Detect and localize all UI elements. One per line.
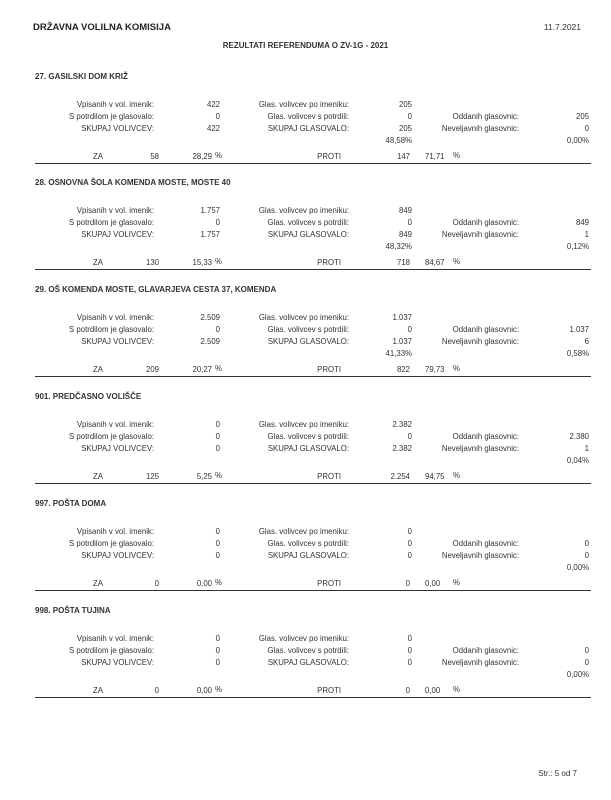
label-proti: PROTI	[317, 579, 341, 588]
label-za: ZA	[93, 365, 103, 374]
label-za: ZA	[93, 472, 103, 481]
value-skupaj-volivcev: 0	[215, 658, 220, 667]
value-skupaj-volivcev: 1.757	[200, 230, 220, 239]
report-date: 11.7.2021	[543, 22, 581, 32]
proti-count: 0	[405, 686, 410, 695]
invalid-percent: 0,12%	[566, 242, 589, 251]
polling-station-section	[0, 606, 611, 713]
value-skupaj-glasovalo: 205	[398, 124, 412, 133]
invalid-percent: 0,58%	[566, 349, 589, 358]
value-neveljavnih: 0	[584, 551, 589, 560]
value-vpisanih: 0	[215, 420, 220, 429]
section-divider	[35, 163, 591, 164]
value-neveljavnih: 0	[584, 658, 589, 667]
label-skupaj-volivcev: SKUPAJ VOLIVCEV:	[81, 337, 154, 346]
label-neveljavnih: Neveljavnih glasovnic:	[441, 230, 519, 239]
za-count: 130	[145, 258, 159, 267]
proti-percent-sign: %	[453, 578, 460, 587]
proti-percent: 79,73	[425, 365, 445, 374]
polling-station-section	[0, 392, 611, 499]
label-glas-s-potrdili: Glas. volivcev s potrdili:	[267, 646, 349, 655]
value-skupaj-glasovalo: 0	[407, 551, 412, 560]
section-divider	[35, 483, 591, 484]
proti-count: 147	[396, 152, 410, 161]
invalid-percent: 0,04%	[566, 456, 589, 465]
station-title: 27. GASILSKI DOM KRIŽ	[35, 72, 128, 81]
station-title: 997. POŠTA DOMA	[35, 499, 107, 508]
value-glas-s-potrdili: 0	[407, 646, 412, 655]
za-percent: 20,27	[192, 365, 212, 374]
value-skupaj-volivcev: 2.509	[200, 337, 220, 346]
value-s-potrdilom: 0	[215, 432, 220, 441]
label-za: ZA	[93, 152, 103, 161]
label-skupaj-glasovalo: SKUPAJ GLASOVALO:	[267, 230, 349, 239]
value-s-potrdilom: 0	[215, 218, 220, 227]
proti-percent-sign: %	[453, 471, 460, 480]
proti-percent-sign: %	[453, 151, 460, 160]
proti-percent: 0,00	[425, 579, 441, 588]
label-oddanih: Oddanih glasovnic:	[452, 539, 519, 548]
value-glas-po-imeniku: 0	[407, 634, 412, 643]
proti-percent-sign: %	[453, 257, 460, 266]
za-percent: 5,25	[196, 472, 212, 481]
label-skupaj-volivcev: SKUPAJ VOLIVCEV:	[81, 124, 154, 133]
label-s-potrdilom: S potrdilom je glasovalo:	[69, 432, 154, 441]
label-skupaj-glasovalo: SKUPAJ GLASOVALO:	[267, 444, 349, 453]
proti-percent-sign: %	[453, 685, 460, 694]
invalid-percent: 0,00%	[566, 670, 589, 679]
label-neveljavnih: Neveljavnih glasovnic:	[441, 124, 519, 133]
label-vpisanih: Vpisanih v vol. imenik:	[76, 420, 154, 429]
label-neveljavnih: Neveljavnih glasovnic:	[441, 551, 519, 560]
label-za: ZA	[93, 258, 103, 267]
value-s-potrdilom: 0	[215, 646, 220, 655]
za-count: 209	[145, 365, 159, 374]
value-oddanih: 849	[575, 218, 589, 227]
label-proti: PROTI	[317, 152, 341, 161]
label-oddanih: Oddanih glasovnic:	[452, 325, 519, 334]
value-glas-po-imeniku: 205	[398, 100, 412, 109]
invalid-percent: 0,00%	[566, 136, 589, 145]
proti-percent-sign: %	[453, 364, 460, 373]
proti-percent: 94,75	[425, 472, 445, 481]
label-proti: PROTI	[317, 258, 341, 267]
value-glas-s-potrdili: 0	[407, 112, 412, 121]
za-percent-sign: %	[215, 578, 222, 587]
turnout-percent: 48,58%	[385, 136, 412, 145]
label-glas-po-imeniku: Glas. volivcev po imeniku:	[258, 634, 349, 643]
polling-station-section	[0, 499, 611, 606]
turnout-percent: 41,33%	[385, 349, 412, 358]
value-glas-po-imeniku: 0	[407, 527, 412, 536]
station-title: 29. OŠ KOMENDA MOSTE, GLAVARJEVA CESTA 37, KOMENDA	[35, 285, 277, 294]
za-percent: 15,33	[192, 258, 212, 267]
value-oddanih: 0	[584, 646, 589, 655]
label-vpisanih: Vpisanih v vol. imenik:	[76, 313, 154, 322]
value-skupaj-glasovalo: 1.037	[392, 337, 412, 346]
label-glas-s-potrdili: Glas. volivcev s potrdili:	[267, 432, 349, 441]
label-skupaj-glasovalo: SKUPAJ GLASOVALO:	[267, 124, 349, 133]
label-proti: PROTI	[317, 472, 341, 481]
label-neveljavnih: Neveljavnih glasovnic:	[441, 444, 519, 453]
label-vpisanih: Vpisanih v vol. imenik:	[76, 634, 154, 643]
value-neveljavnih: 0	[584, 124, 589, 133]
value-skupaj-glasovalo: 2.382	[392, 444, 412, 453]
value-vpisanih: 0	[215, 527, 220, 536]
value-glas-po-imeniku: 1.037	[392, 313, 412, 322]
label-s-potrdilom: S potrdilom je glasovalo:	[69, 539, 154, 548]
value-oddanih: 2.380	[569, 432, 589, 441]
label-glas-po-imeniku: Glas. volivcev po imeniku:	[258, 313, 349, 322]
label-s-potrdilom: S potrdilom je glasovalo:	[69, 646, 154, 655]
label-vpisanih: Vpisanih v vol. imenik:	[76, 100, 154, 109]
label-neveljavnih: Neveljavnih glasovnic:	[441, 337, 519, 346]
label-s-potrdilom: S potrdilom je glasovalo:	[69, 325, 154, 334]
station-title: 901. PREDČASNO VOLIŠČE	[35, 392, 142, 401]
page-number: Str.: 5 od 7	[538, 769, 577, 778]
label-vpisanih: Vpisanih v vol. imenik:	[76, 206, 154, 215]
za-percent-sign: %	[215, 685, 222, 694]
value-neveljavnih: 1	[584, 444, 589, 453]
label-za: ZA	[93, 579, 103, 588]
proti-count: 2.254	[390, 472, 410, 481]
label-skupaj-glasovalo: SKUPAJ GLASOVALO:	[267, 337, 349, 346]
label-skupaj-volivcev: SKUPAJ VOLIVCEV:	[81, 658, 154, 667]
section-divider	[35, 376, 591, 377]
report-title: REZULTATI REFERENDUMA O ZV-1G - 2021	[222, 41, 389, 50]
value-neveljavnih: 1	[584, 230, 589, 239]
value-s-potrdilom: 0	[215, 539, 220, 548]
label-proti: PROTI	[317, 365, 341, 374]
za-percent-sign: %	[215, 151, 222, 160]
invalid-percent: 0,00%	[566, 563, 589, 572]
value-s-potrdilom: 0	[215, 112, 220, 121]
za-percent-sign: %	[215, 364, 222, 373]
value-skupaj-glasovalo: 0	[407, 658, 412, 667]
station-title: 28. OSNOVNA ŠOLA KOMENDA MOSTE, MOSTE 40	[35, 178, 231, 187]
value-glas-s-potrdili: 0	[407, 325, 412, 334]
value-glas-s-potrdili: 0	[407, 539, 412, 548]
value-glas-po-imeniku: 2.382	[392, 420, 412, 429]
label-neveljavnih: Neveljavnih glasovnic:	[441, 658, 519, 667]
organization-name: DRŽAVNA VOLILNA KOMISIJA	[33, 22, 171, 33]
polling-station-section	[0, 178, 611, 285]
label-glas-s-potrdili: Glas. volivcev s potrdili:	[267, 112, 349, 121]
value-oddanih: 0	[584, 539, 589, 548]
proti-percent: 71,71	[425, 152, 445, 161]
label-za: ZA	[93, 686, 103, 695]
za-count: 58	[150, 152, 159, 161]
label-glas-s-potrdili: Glas. volivcev s potrdili:	[267, 325, 349, 334]
za-percent-sign: %	[215, 257, 222, 266]
polling-station-section	[0, 72, 611, 179]
za-percent: 0,00	[196, 686, 212, 695]
value-skupaj-volivcev: 0	[215, 444, 220, 453]
za-count: 0	[154, 686, 159, 695]
value-glas-po-imeniku: 849	[398, 206, 412, 215]
label-oddanih: Oddanih glasovnic:	[452, 432, 519, 441]
label-skupaj-glasovalo: SKUPAJ GLASOVALO:	[267, 551, 349, 560]
value-vpisanih: 422	[206, 100, 220, 109]
proti-count: 822	[396, 365, 410, 374]
label-oddanih: Oddanih glasovnic:	[452, 218, 519, 227]
za-percent: 0,00	[196, 579, 212, 588]
label-skupaj-volivcev: SKUPAJ VOLIVCEV:	[81, 551, 154, 560]
label-skupaj-glasovalo: SKUPAJ GLASOVALO:	[267, 658, 349, 667]
value-glas-s-potrdili: 0	[407, 432, 412, 441]
label-glas-po-imeniku: Glas. volivcev po imeniku:	[258, 100, 349, 109]
za-percent-sign: %	[215, 471, 222, 480]
label-glas-s-potrdili: Glas. volivcev s potrdili:	[267, 539, 349, 548]
label-skupaj-volivcev: SKUPAJ VOLIVCEV:	[81, 230, 154, 239]
turnout-percent: 48,32%	[385, 242, 412, 251]
value-s-potrdilom: 0	[215, 325, 220, 334]
label-skupaj-volivcev: SKUPAJ VOLIVCEV:	[81, 444, 154, 453]
station-title: 998. POŠTA TUJINA	[35, 606, 111, 615]
polling-station-section	[0, 285, 611, 392]
label-glas-s-potrdili: Glas. volivcev s potrdili:	[267, 218, 349, 227]
za-count: 125	[145, 472, 159, 481]
label-s-potrdilom: S potrdilom je glasovalo:	[69, 218, 154, 227]
value-glas-s-potrdili: 0	[407, 218, 412, 227]
label-oddanih: Oddanih glasovnic:	[452, 112, 519, 121]
value-vpisanih: 2.509	[200, 313, 220, 322]
value-oddanih: 1.037	[569, 325, 589, 334]
label-glas-po-imeniku: Glas. volivcev po imeniku:	[258, 206, 349, 215]
proti-percent: 84,67	[425, 258, 445, 267]
za-count: 0	[154, 579, 159, 588]
label-glas-po-imeniku: Glas. volivcev po imeniku:	[258, 527, 349, 536]
value-vpisanih: 0	[215, 634, 220, 643]
label-oddanih: Oddanih glasovnic:	[452, 646, 519, 655]
section-divider	[35, 697, 591, 698]
label-s-potrdilom: S potrdilom je glasovalo:	[69, 112, 154, 121]
value-vpisanih: 1.757	[200, 206, 220, 215]
proti-count: 718	[396, 258, 410, 267]
za-percent: 28,29	[192, 152, 212, 161]
label-glas-po-imeniku: Glas. volivcev po imeniku:	[258, 420, 349, 429]
value-skupaj-glasovalo: 849	[398, 230, 412, 239]
label-proti: PROTI	[317, 686, 341, 695]
proti-count: 0	[405, 579, 410, 588]
value-oddanih: 205	[575, 112, 589, 121]
section-divider	[35, 590, 591, 591]
section-divider	[35, 269, 591, 270]
proti-percent: 0,00	[425, 686, 441, 695]
value-neveljavnih: 6	[584, 337, 589, 346]
value-skupaj-volivcev: 422	[206, 124, 220, 133]
value-skupaj-volivcev: 0	[215, 551, 220, 560]
label-vpisanih: Vpisanih v vol. imenik:	[76, 527, 154, 536]
